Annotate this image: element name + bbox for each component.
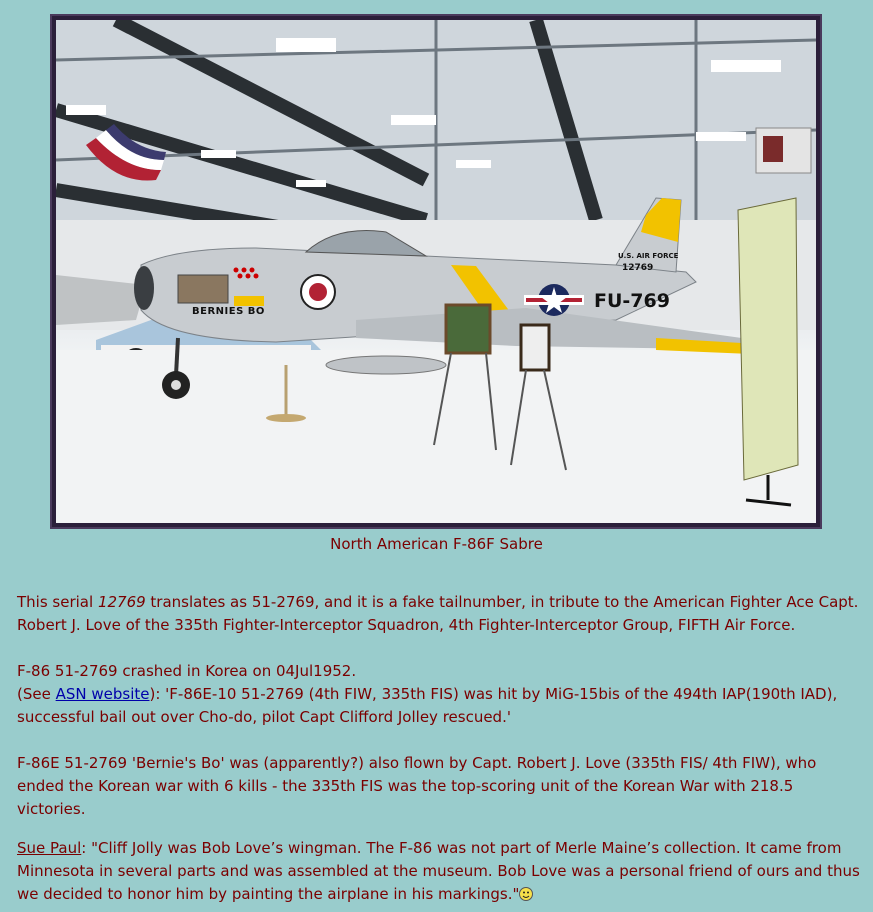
crash-description: ): 'F-86E-10 51-2769 (4th FIW, 335th FIS) was hit by MiG-15bis of the 494th IAP(190th IAD), successful bail out over Cho-do, pilot Capt Clifford Jolley rescued.' (17, 685, 838, 726)
smiley-emoticon-icon (519, 886, 533, 902)
serial-intro: This serial (17, 593, 98, 611)
photo-frame (50, 14, 822, 529)
paragraph-crash (17, 660, 862, 729)
tail-number: 12769 (622, 263, 654, 273)
photo-caption: North American F-86F Sabre (330, 535, 543, 553)
quote-author: Sue Paul (17, 839, 82, 857)
crash-date: F-86 51-2769 crashed in Korea on 04Jul1952. (17, 662, 357, 680)
paragraph-quote (17, 837, 862, 906)
buzz-number: FU-769 (594, 290, 670, 312)
crash-details (17, 683, 862, 729)
paragraph-bernies-bo: F-86E 51-2769 'Bernie's Bo' was (apparently?) also flown by Capt. Robert J. Love (335th FIS/ 4th FIW), who ended the Korean war with 6 kills - the 335th FIS was the top-scoring unit of the Korean War with 218.5 victories. (17, 754, 817, 818)
serial-description: translates as 51-2769, and it is a fake tailnumber, in tribute to the American Fighter Ace Capt. Robert J. Love of the 335th Fighter-Interceptor Squadron, 4th Fighter-Interceptor Group, FIFTH Air Force. (17, 593, 859, 634)
quote-text: : "Cliff Jolly was Bob Love’s wingman. The F-86 was not part of Merle Maine’s collection. It came from Minnesota in several parts and was assembled at the museum. Bob Love was a personal friend of ours and thus we decided to honor him by painting the airplane in his markings." (17, 839, 860, 903)
asn-website-link[interactable]: ASN website (55, 685, 150, 703)
see-prefix: (See (17, 685, 56, 703)
aircraft-photo (56, 20, 816, 523)
nose-art-label: BERNIES BO (192, 306, 265, 317)
serial-number: 12769 (97, 593, 146, 611)
paragraph-serial (17, 591, 862, 637)
hangar-scene (56, 20, 816, 523)
tail-label: U.S. AIR FORCE (618, 252, 679, 260)
